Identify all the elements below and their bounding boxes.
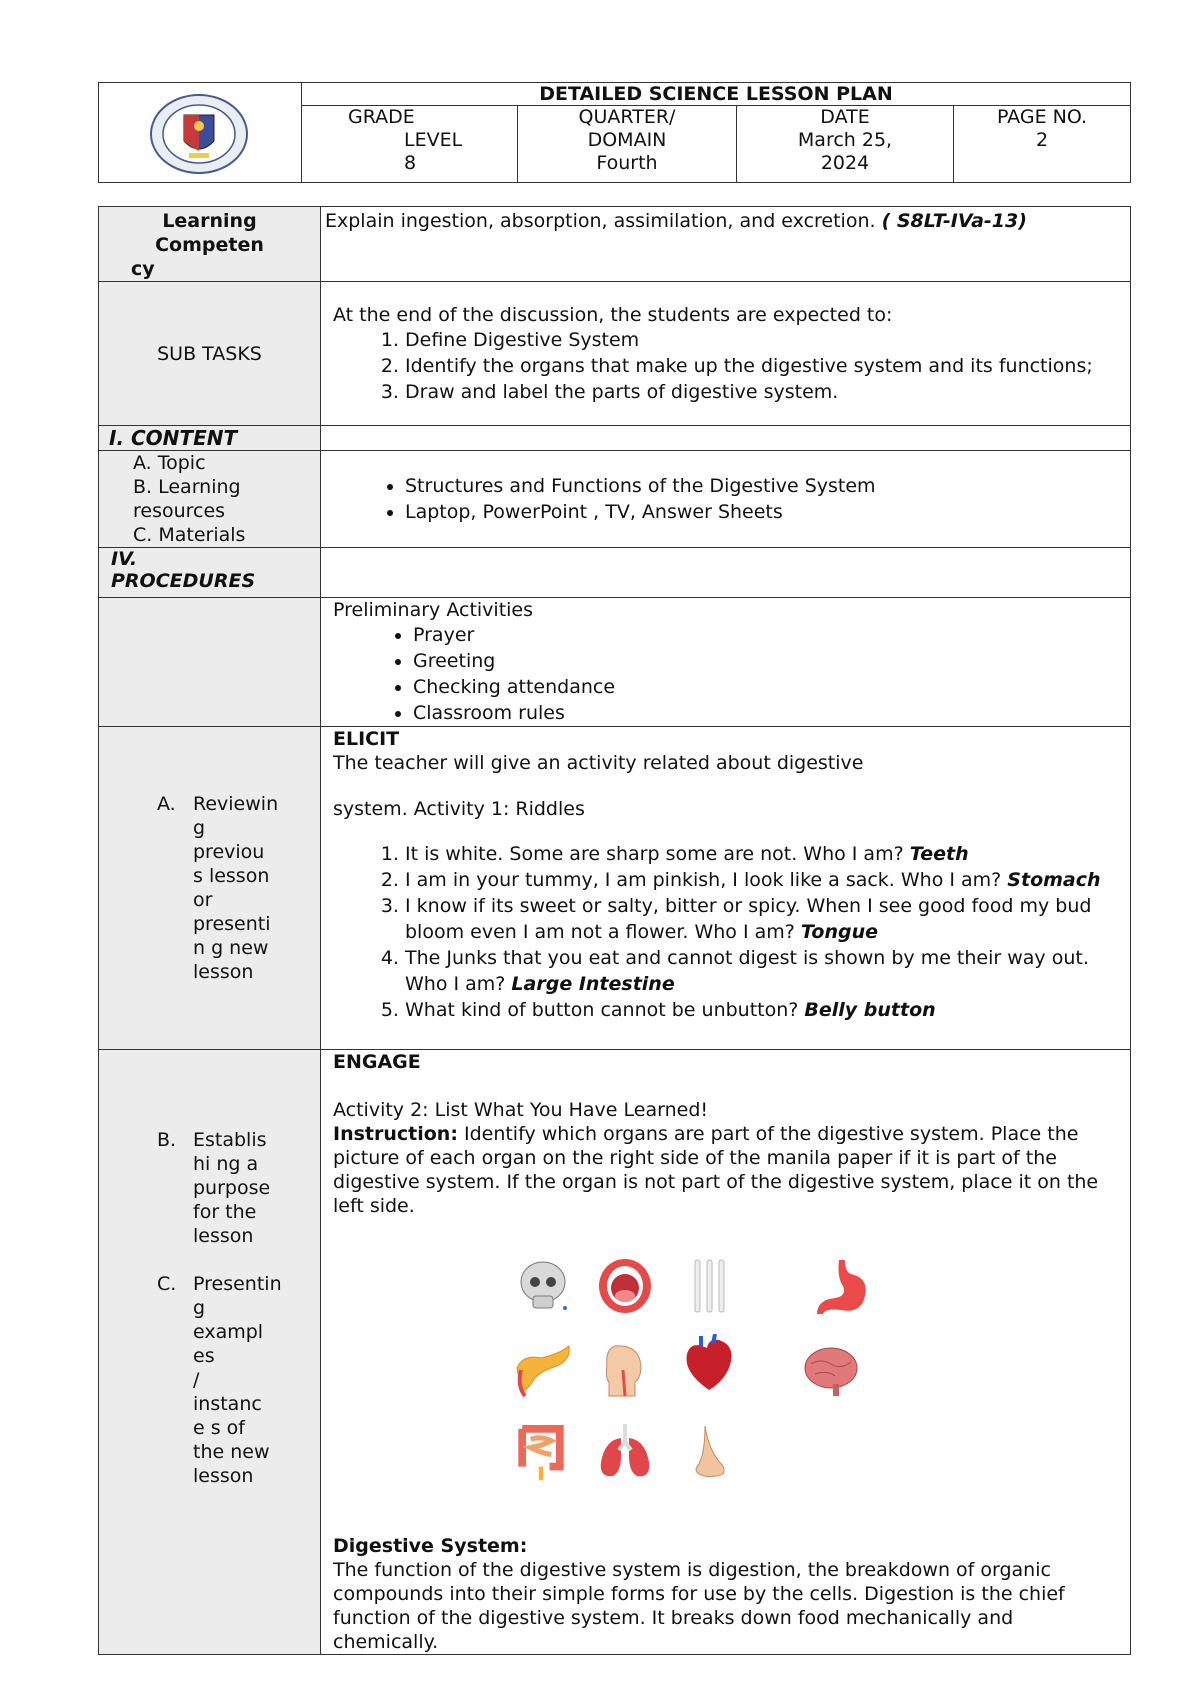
- competency-text: Explain ingestion, absorption, assimilation, and excretion.: [325, 210, 876, 232]
- elicit-label: [99, 727, 321, 1050]
- content-label: A. Topic: [133, 452, 206, 474]
- elicit-label-block: [99, 792, 320, 984]
- engage-title: ENGAGE: [333, 1051, 421, 1073]
- nose-icon: [679, 1422, 739, 1482]
- elicit-label-line: s lesson: [193, 865, 270, 887]
- preliminary-item: • Greeting: [413, 648, 1120, 674]
- engage-label: [99, 1050, 321, 1655]
- content-cell: [321, 451, 1131, 548]
- instruction-label: Instruction:: [333, 1123, 458, 1145]
- riddle-question: What kind of button cannot be unbutton?: [405, 999, 805, 1021]
- engage-label-line: lesson: [193, 1465, 254, 1487]
- elicit-label-line: g: [193, 817, 206, 839]
- engage-label-line: Presentin: [193, 1273, 282, 1295]
- skull-icon: [513, 1256, 573, 1316]
- deped-seal-icon: [149, 93, 249, 175]
- pancreas-icon: [513, 1340, 573, 1400]
- subtasks-label: SUB TASKS: [99, 282, 321, 426]
- quarter-cell: [518, 106, 737, 183]
- quarter-value: Fourth: [596, 152, 658, 174]
- preliminary-item: • Checking attendance: [413, 674, 1120, 700]
- subtask-item: 3. Draw and label the parts of digestive system.: [405, 379, 1120, 405]
- elicit-label-lines: [193, 792, 320, 984]
- subtasks-intro: At the end of the discussion, the students are expected to:: [333, 303, 893, 326]
- organ-pictures: [333, 1234, 1120, 1534]
- engage-label-line: the new: [193, 1441, 270, 1463]
- content-heading-empty: [321, 426, 1131, 451]
- preliminary-item: • Prayer: [413, 622, 1120, 648]
- riddle-item: [405, 997, 1120, 1023]
- engage-label-c-lines: [193, 1272, 320, 1488]
- content-labels: [99, 451, 321, 548]
- date-label: DATE: [820, 106, 870, 128]
- throat-icon: [595, 1340, 655, 1400]
- procedures-heading-2: PROCEDURES: [111, 570, 256, 592]
- bones-icon: [679, 1256, 739, 1316]
- engage-label-line: lesson: [193, 1225, 254, 1247]
- engage-label-line: exampl: [193, 1321, 264, 1343]
- subtask-item: 2. Identify the organs that make up the digestive system and its functions;: [405, 353, 1120, 379]
- date-cell: [737, 106, 954, 183]
- mouth-icon: [595, 1256, 655, 1316]
- content-label: B. Learning: [133, 476, 241, 498]
- engage-label-line: e s of: [193, 1417, 245, 1439]
- domain-label: DOMAIN: [587, 129, 667, 151]
- content-list: [333, 473, 1120, 525]
- page-cell: [954, 106, 1131, 183]
- subtasks-row: [99, 282, 1131, 426]
- page-label: PAGE NO.: [996, 106, 1088, 128]
- content-label: resources: [133, 500, 226, 522]
- preliminary-label-empty: [99, 598, 321, 727]
- elicit-row: [99, 727, 1131, 1050]
- lesson-table: [98, 206, 1131, 1655]
- procedures-heading-row: [99, 548, 1131, 598]
- content-heading-row: [99, 426, 1131, 451]
- competency-label-line: Competen: [155, 234, 264, 256]
- lungs-icon: [595, 1422, 655, 1482]
- riddle-answer: Teeth: [909, 843, 969, 865]
- engage-label-line: for the: [193, 1201, 257, 1223]
- elicit-label-line: lesson: [193, 961, 254, 983]
- stomach-icon: [811, 1256, 871, 1316]
- date-value-1: March 25,: [797, 129, 893, 151]
- elicit-cell: [321, 727, 1131, 1050]
- quarter-label: QUARTER/: [578, 106, 676, 128]
- engage-label-line: es: [193, 1345, 215, 1367]
- riddle-question: I am in your tummy, I am pinkish, I look like a sack. Who I am?: [405, 869, 1008, 891]
- riddle-item: [405, 867, 1120, 893]
- elicit-label-line: previou: [193, 841, 265, 863]
- preliminary-list: [333, 622, 1120, 726]
- content-heading: I. CONTENT: [99, 426, 321, 451]
- riddle-question: The Junks that you eat and cannot digest is shown by me their way out. Who I am?: [405, 947, 1089, 995]
- content-row: [99, 451, 1131, 548]
- document-title: DETAILED SCIENCE LESSON PLAN: [302, 83, 1131, 106]
- ds-text: The function of the digestive system is digestion, the breakdown of organic compounds into their simple forms for use by the cells. Digestion is the chief function of the digestive system. It breaks down food mechanically and chemically.: [333, 1559, 1065, 1653]
- heart-icon: [679, 1334, 739, 1394]
- riddle-answer: Belly button: [804, 999, 936, 1021]
- page-value: 2: [1035, 129, 1049, 151]
- preliminary-cell: [321, 598, 1131, 727]
- riddle-item: [405, 945, 1120, 997]
- subtasks-list: [333, 327, 1120, 405]
- grade-level-label: LEVEL: [404, 129, 463, 151]
- riddle-question: It is white. Some are sharp some are not. Who I am?: [405, 843, 910, 865]
- grade-value: 8: [404, 152, 417, 174]
- content-label: C. Materials: [133, 524, 246, 546]
- engage-instruction: [333, 1122, 1120, 1218]
- engage-label-line: instanc: [193, 1393, 262, 1415]
- engage-label-line: Establis: [193, 1129, 267, 1151]
- preliminary-row: [99, 598, 1131, 727]
- procedures-heading-1: IV.: [111, 548, 138, 570]
- instruction-text: Identify which organs are part of the digestive system. Place the picture of each organ on the right side of the manila paper if it is part of the digestive system. If the organ is not part of the digestive system, place it on the left side.: [333, 1123, 1099, 1217]
- competency-code: ( S8LT-IVa-13): [881, 210, 1027, 232]
- engage-label-line: purpose: [193, 1177, 271, 1199]
- engage-label-c: [99, 1272, 320, 1488]
- elicit-label-letter: A.: [157, 793, 176, 815]
- engage-label-b-letter: B.: [157, 1129, 177, 1151]
- subtasks-cell: [321, 282, 1131, 426]
- grade-cell: [302, 106, 518, 183]
- engage-label-line: g: [193, 1297, 206, 1319]
- competency-label-line: cy: [131, 258, 155, 280]
- header-table: [98, 82, 1131, 183]
- engage-row: [99, 1050, 1131, 1655]
- procedures-heading-empty: [321, 548, 1131, 598]
- riddle-item: [405, 893, 1120, 945]
- engage-label-line: /: [193, 1369, 200, 1391]
- date-value-2: 2024: [820, 152, 870, 174]
- elicit-label-line: presenti: [193, 913, 271, 935]
- content-label-list: [133, 451, 320, 547]
- riddle-item: [405, 841, 1120, 867]
- engage-activity: Activity 2: List What You Have Learned!: [333, 1099, 708, 1121]
- engage-label-b: [99, 1128, 320, 1248]
- grade-label: GRADE: [348, 106, 415, 128]
- content-item: • Structures and Functions of the Digestive System: [405, 473, 1120, 499]
- elicit-label-line: n g new: [193, 937, 269, 959]
- engage-label-line: hi ng a: [193, 1153, 259, 1175]
- riddle-list: [333, 841, 1120, 1023]
- preliminary-item: • Classroom rules: [413, 700, 1120, 726]
- competency-label: [99, 207, 321, 282]
- intestine-icon: [511, 1422, 571, 1482]
- engage-label-b-lines: [193, 1128, 320, 1248]
- subtask-item: 1. Define Digestive System: [405, 327, 1120, 353]
- riddle-answer: Large Intestine: [511, 973, 675, 995]
- brain-icon: [801, 1340, 861, 1400]
- elicit-intro-2: system. Activity 1: Riddles: [333, 798, 585, 820]
- engage-cell: [321, 1050, 1131, 1655]
- riddle-question: I know if its sweet or salty, bitter or spicy. When I see good food my bud bloom even I am not a flower. Who I am?: [405, 895, 1092, 943]
- riddle-answer: Tongue: [800, 921, 879, 943]
- elicit-label-line: or: [193, 889, 213, 911]
- competency-label-line: Learning: [162, 210, 257, 232]
- competency-row: [99, 207, 1131, 282]
- preliminary-title: Preliminary Activities: [333, 599, 534, 621]
- content-item: • Laptop, PowerPoint , TV, Answer Sheets: [405, 499, 1120, 525]
- riddle-answer: Stomach: [1007, 869, 1101, 891]
- ds-title: Digestive System:: [333, 1535, 528, 1557]
- logo-cell: [99, 83, 302, 183]
- elicit-title: ELICIT: [333, 728, 400, 750]
- elicit-intro-1: The teacher will give an activity related about digestive: [333, 752, 864, 774]
- engage-label-c-letter: C.: [157, 1273, 177, 1295]
- competency-text-cell: [321, 207, 1131, 282]
- elicit-label-line: Reviewin: [193, 793, 279, 815]
- procedures-heading: [99, 548, 321, 598]
